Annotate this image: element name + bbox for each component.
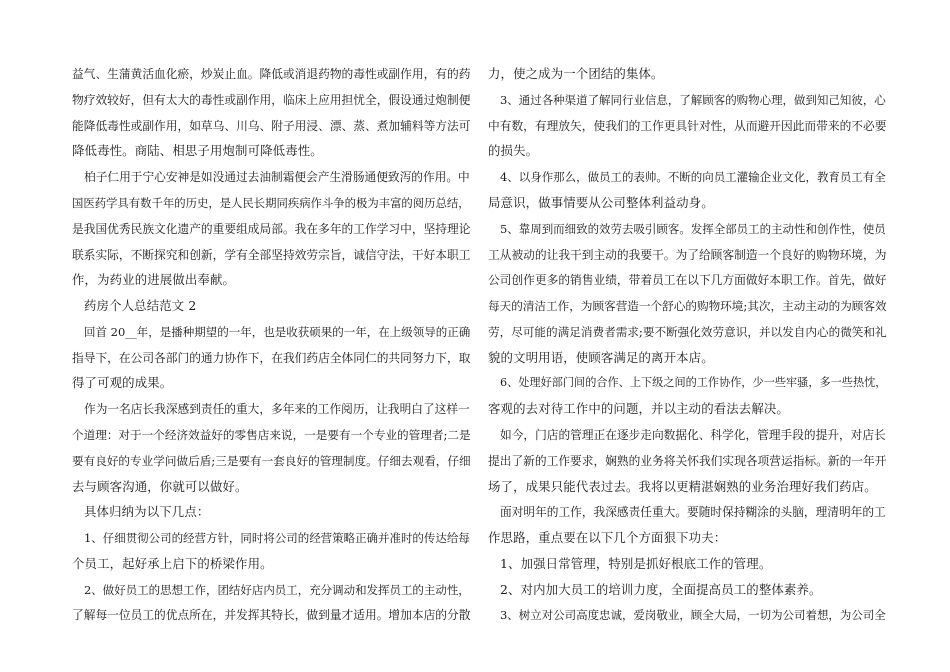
text-line: 局意识，做事情要从公司整体利益动身。: [488, 195, 714, 210]
text-line: 场了，成果只能代表过去。我将以更精湛娴熟的业务治理好我们药店。: [488, 479, 877, 494]
text-line: 降低毒性。商陆、相思子用炮制可降低毒性。: [72, 143, 323, 158]
text-line: 貌的文明用语，使顾客满足的离开本店。: [488, 350, 714, 365]
text-line: 益气、生蒲黄活血化瘀，炒炭止血。降低或消退药物的毒性或副作用，有的药: [72, 67, 471, 81]
paragraph-start-line: 面对明年的工作，我深感责任重大。要随时保持糊涂的头脑，理清明年的工: [500, 505, 886, 519]
text-line: 是我国优秀民族文化遗产的重要组成局部。我在多年的工作学习中，坚持理论: [72, 222, 471, 236]
text-line: 能降低毒性或副作用，如草乌、川乌、附子用浸、漂、蒸、煮加辅料等方法可: [72, 119, 471, 133]
text-line: 指导下，在公司各部门的通力协作下，在我们药店全体同仁的共同努力下，取: [72, 351, 471, 365]
text-line: 提出了新的工作要求，娴熟的业务将关怀我们实现各项营运指标。新的一年开: [488, 454, 887, 468]
text-line: 作，为药业的进展做出奉献。: [72, 272, 236, 287]
paragraph-start-line: 回首 20__年，是播种期望的一年，也是收获硕果的一年，在上级领导的正确: [84, 325, 471, 339]
section-heading: 药房个人总结范文 2: [84, 298, 197, 313]
text-line: 去与顾客沟通，你就可以做好。: [72, 479, 248, 494]
paragraph-start-line: 具体归纳为以下几点：: [84, 504, 210, 519]
text-line: 作思路，重点要在以下几个方面狠下功夫：: [488, 530, 727, 545]
text-line: 劳，尽可能的满足消费者需求;要不断强化效劳意识，并以发自内心的微笑和礼: [488, 325, 887, 339]
text-line: 客观的去对待工作中的问题，并以主动的看法去解决。: [488, 401, 789, 416]
text-line: 要有良好的专业学问做后盾;三是要有一套良好的管理制度。仔细去观看，仔细: [72, 454, 471, 468]
paragraph-start-line: 如今，门店的管理正在逐步走向数据化、科学化，管理手段的提升，对店长: [500, 428, 886, 442]
paragraph-start-line: 作为一名店长我深感到责任的重大，多年来的工作阅历，让我明白了这样一: [84, 402, 470, 416]
text-line: 公司创作更多的销售业绩，带着员工在以下几方面做好本职工作。首先，做好: [488, 273, 887, 287]
list-item-line: 4、以身作那么，做员工的表帅。不断的向员工灌输企业文化，教育员工有全: [500, 170, 886, 184]
text-line: 力，使之成为一个团结的集体。: [488, 66, 664, 81]
list-item-line: 3、通过各种渠道了解同行业信息，了解顾客的购物心理，做到知己知彼，心: [500, 93, 886, 107]
list-item-line: 3、树立对公司高度忠诚，爱岗敬业，顾全大局，一切为公司着想，为公司全: [500, 608, 886, 622]
text-line: 工从被动的让我干到主动的我要干。为了给顾客制造一个良好的购物环境，为: [488, 248, 887, 262]
text-line: 了解每一位员工的优点所在，并发挥其特长，做到量才适用。增加本店的分散: [72, 608, 471, 622]
text-line: 物疗效较好，但有太大的毒性或副作用，临床上应用担忧全，假设通过炮制便: [72, 93, 471, 107]
text-line: 每天的清洁工作，为顾客营造一个舒心的购物环境;其次，主动主动的为顾客效: [488, 299, 887, 313]
list-item-line: 1、仔细贯彻公司的经营方针，同时将公司的经营策略正确并准时的传达给每: [84, 531, 470, 545]
list-item-line: 2、对内加大员工的培训力度，全面提高员工的整体素养。: [500, 582, 822, 597]
text-line: 的损失。: [488, 143, 539, 158]
text-line: 个道理：对于一个经济效益好的零售店来说，一是要有一个专业的管理者;二是: [72, 428, 471, 442]
text-line: 中有数，有理放矢，使我们的工作更具针对性，从而避开因此而带来的不必要: [488, 119, 887, 133]
text-line: 国医药学具有数千年的历史，是人民长期同疾病作斗争的极为丰富的阅历总结，: [72, 196, 470, 210]
list-item-line: 6、处理好部门间的合作、上下级之间的工作协作，少一些牢骚，多一些热忱，: [500, 376, 887, 389]
text-line: 联系实际，不断探究和创新，学有全部坚持效劳宗旨，诚信守法，干好本职工: [72, 248, 471, 262]
text-line: 个员工，起好承上启下的桥梁作用。: [72, 556, 273, 571]
text-line: 得了可观的成果。: [72, 375, 173, 390]
paragraph-start-line: 柏子仁用于宁心安神是如没通过去油制霜便会产生滑肠通便致泻的作用。中: [84, 170, 470, 184]
list-item-line: 1、加强日常管理，特别是抓好根底工作的管理。: [500, 556, 772, 571]
list-item-line: 5、靠周到而细致的效劳去吸引顾客。发挥全部员工的主动性和创作性，使员: [500, 222, 886, 236]
list-item-line: 2、做好员工的思想工作，团结好店内员工，充分调动和发挥员工的主动性，: [84, 583, 470, 597]
